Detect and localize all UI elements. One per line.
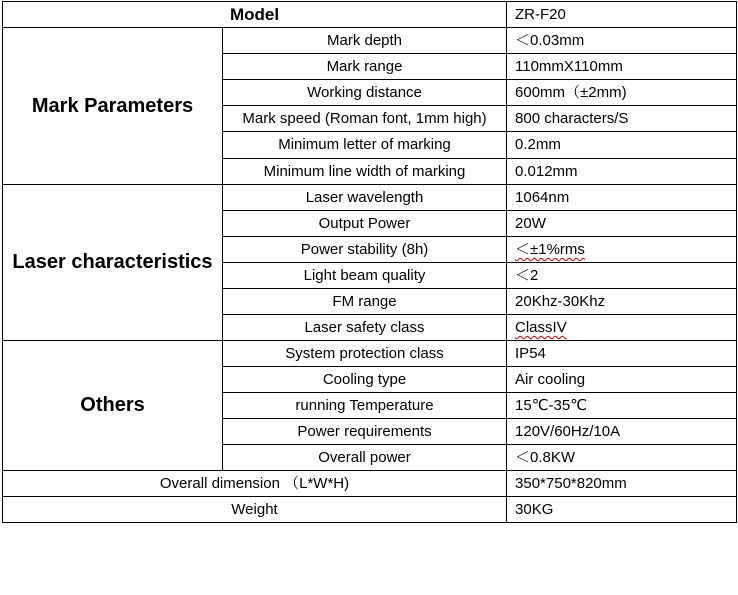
param-name: Power stability (8h) [223, 237, 507, 263]
table-row-model [3, 2, 737, 28]
param-name: Laser wavelength [223, 185, 507, 211]
param-value: 600mm（±2mm) [507, 80, 737, 106]
table-row-weight [3, 497, 737, 523]
model-value: ZR-F20 [507, 2, 737, 28]
param-value: 120V/60Hz/10A [507, 419, 737, 445]
group-title: Laser characteristics [12, 251, 213, 273]
table-row-dimension [3, 471, 737, 497]
param-name: Light beam quality [223, 263, 507, 289]
param-value: 0.2mm [507, 132, 737, 159]
param-value: 1064nm [507, 185, 737, 211]
param-value: 800 characters/S [507, 106, 737, 132]
param-value: 20W [507, 211, 737, 237]
param-value: 110mmX110mm [507, 54, 737, 80]
dimension-value: 350*750*820mm [507, 471, 737, 497]
group-title: Others [80, 394, 145, 416]
table-row [3, 185, 737, 211]
param-value: IP54 [507, 341, 737, 367]
param-name: Minimum letter of marking [223, 132, 507, 159]
param-value: Air cooling [507, 367, 737, 393]
group-others [3, 341, 223, 471]
param-name: Output Power [223, 211, 507, 237]
weight-value: 30KG [507, 497, 737, 523]
param-name: Overall power [223, 445, 507, 471]
weight-label: Weight [3, 497, 507, 523]
param-value: ＜0.8KW [507, 445, 737, 471]
param-name: Laser safety class [223, 315, 507, 341]
param-name: Mark speed (Roman font, 1mm high) [223, 106, 507, 132]
param-name: Mark range [223, 54, 507, 80]
group-mark-parameters [3, 28, 223, 185]
param-name: Minimum line width of marking [223, 159, 507, 185]
param-name: running Temperature [223, 393, 507, 419]
param-value-text: ＜±1%rms [515, 241, 585, 258]
dimension-label: Overall dimension （L*W*H) [3, 471, 507, 497]
group-title: Mark Parameters [31, 94, 194, 117]
table-row [3, 28, 737, 54]
model-label: Model [3, 2, 507, 28]
param-name: Working distance [223, 80, 507, 106]
param-value: 20Khz-30Khz [507, 289, 737, 315]
param-value: 15℃-35℃ [507, 393, 737, 419]
param-name: Mark depth [223, 28, 507, 54]
table-row [3, 341, 737, 367]
param-value: 0.012mm [507, 159, 737, 185]
param-value [507, 315, 737, 341]
param-name: FM range [223, 289, 507, 315]
param-name: Power requirements [223, 419, 507, 445]
param-value-text: ClassIV [515, 319, 567, 336]
spec-table [2, 1, 737, 523]
param-name: System protection class [223, 341, 507, 367]
group-laser-characteristics [3, 185, 223, 341]
param-value: ＜2 [507, 263, 737, 289]
param-name: Cooling type [223, 367, 507, 393]
param-value [507, 237, 737, 263]
param-value: ＜0.03mm [507, 28, 737, 54]
